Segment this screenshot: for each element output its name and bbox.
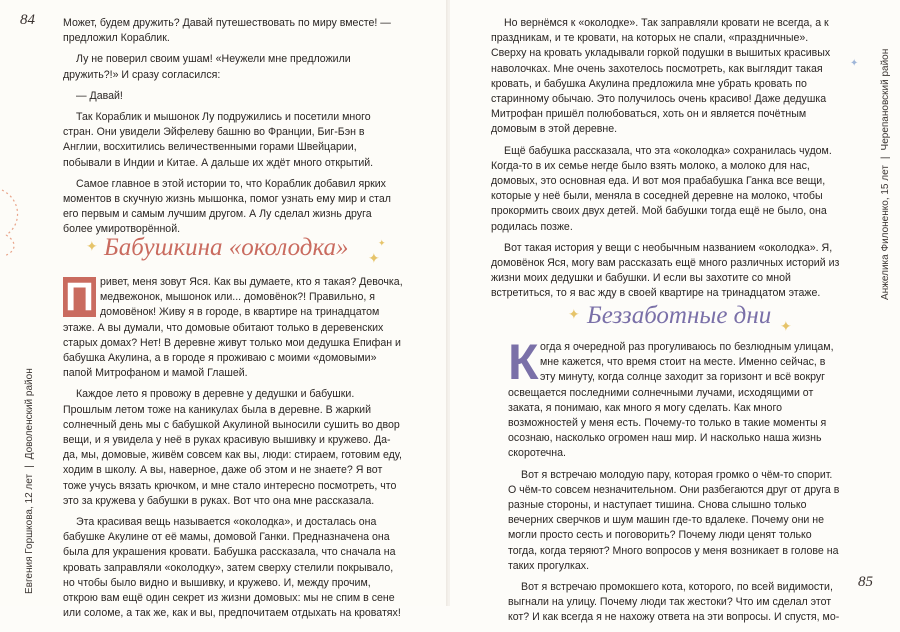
continued-text	[491, 16, 843, 308]
paragraph: П ривет, меня зовут Яся. Как вы думаете, кто я такая? Девочка, медвежонок, мышонок или... домовёнок?! Правильно, я домовёнок! Живу я в городе, в квартире на тринадцатом этаже. А вы думали, что домовые обитают только в деревенских старых домах? Нет! В деревне живут только мои дедушка Епифан и бабушка Акулина, а в городе я проживаю с моими «домовыми» папой Митрофаном и мамой Глашей.	[63, 275, 403, 380]
story-title: Беззаботные дни	[587, 302, 772, 329]
drop-cap: К	[508, 334, 539, 390]
paragraph: Каждое лето я провожу в деревне у дедушки и бабушки. Прошлым летом тоже на каникулах была в деревне. В жаркий солнечный день мы с бабушкой Акулиной выносили сушить во двор вещи, и я увидела у неё в руках красивую вышивку и кружево. Да-да, мы, домовые, живём совсем как вы, люди: стираем, готовим еду, ходим в школу. А вы, наверное, даже об этом и не знаете? Я вот тоже учусь вязать крючком, и мне стало интересно посмотреть, что это за кружева у бабушки в руках. Вот что она мне рассказала.	[63, 388, 402, 507]
right-page	[450, 0, 900, 624]
left-page	[0, 0, 448, 620]
sparkle-icon: ✦	[368, 250, 380, 266]
swirl-ornament	[0, 180, 30, 260]
paragraph: Лу не поверил своим ушам! «Неужели мне предложили дружить?!» И сразу согласился:	[63, 53, 351, 81]
intro-text	[63, 16, 403, 244]
sparkle-icon: ✦	[86, 238, 98, 254]
paragraph: Вот я встречаю молодую пару, которая громко о чём-то спорит. О чём-то совсем незначительном. Они разбегаются друг от друга в разные стороны, и наступает тишина. Снова слышно только вечерних сверчков и шум машин где-то вдалеке. Почему они не могли просто сесть и поговорить? Почему люди ценят только тогда, когда теряют? Много вопросов у меня возникает в голове на таких прогулках.	[508, 468, 840, 572]
sparkle-icon: ✦	[568, 306, 580, 322]
story-text	[508, 334, 843, 632]
paragraph: Самое главное в этой истории то, что Кораблик добавил ярких моментов в скучную жизнь мышонка, помог узнать ему мир и стал его первым и самым лучшим другом. А Лу сделал жизнь друга более умиротворённой.	[63, 177, 391, 236]
drop-cap: П	[63, 277, 96, 317]
paragraph: Может, будем дружить? Давай путешествовать по миру вместе! — предложил Кораблик.	[63, 17, 391, 45]
page-number: 85	[858, 574, 873, 590]
paragraph: Но вернёмся к «околодке». Так заправляли кровати не всегда, а к праздникам, и те кровати, на которых не спали, «праздничные». Сверху на кровать укладывали горкой подушки в вышитых красивых наволочках. Мне очень захотелось посмотреть, как выглядит такая кровать, и бабушка Акулина предложила мне убрать кровать по старинному обычаю. Это получилось очень красиво! Даже дедушка Митрофан пришёл полюбоваться, хоть он и является почётным домовым в этой деревне.	[491, 17, 831, 136]
paragraph: — Давай!	[76, 89, 123, 102]
author-credit: Анжелика Филоненко, 15 лет|Черепановский район	[880, 48, 891, 300]
paragraph: Вот такая история у вещи с необычным названием «околодка». Я, домовёнок Яся, могу вам рассказать ещё много различных историй из жизни моих дедушки и бабушки. И если вы захотите со мной встретиться, то я вас жду в своей квартире на тринадцатом этаже.	[491, 241, 840, 300]
paragraph: Эта красивая вещь называется «околодка», и досталась она бабушке Акулине от её мамы, домовой Ганки. Предназначена она была для украшения кровати. Бабушка рассказала, что сначала на кровать заправляли «околодку», затем сверху стелили покрывало, но чтобы было видно и вышивку, и кружево. И, между прочим, открою вам ещё один секрет из жизни домовых: мы не спим в сене или соломе, а так же, как и вы, предпочитаем отдыхать на кроватях!	[63, 516, 401, 620]
paragraph: Вот я встречаю промокшего кота, которого, по всей видимости, выгнали на улицу. Почему люди так жестоки? Что им сделал этот кот? И как всегда я не нахожу ответа на эти вопросы. И спустя, мо-	[508, 581, 840, 624]
paragraph: Ещё бабушка рассказала, что эта «околодка» сохранилась чудом. Когда-то в их семье негде было взять молоко, а молоко для нас, домовых, это основная еда. И вот моя прабабушка Ганка все вещи, которые у неё были, меняла в соседней деревне на молоко, чтобы прокормить своих двух детей. Мой бабушки тогда ещё не было, она родилась позже.	[491, 144, 832, 233]
sparkle-icon: ✦	[850, 58, 859, 69]
story-title: Бабушкина «околодка»	[104, 234, 349, 261]
story-text	[63, 275, 403, 627]
author-credit: Евгения Горшкова, 12 лет|Доволенский район	[24, 368, 35, 594]
paragraph: Так Кораблик и мышонок Лу подружились и посетили много стран. Они увидели Эйфелеву башню во Франции, Биг-Бэн в Англии, восхитились величественными горами Швейцарии, побывали в Индии и Китае. А дальше их ждёт много открытий.	[63, 111, 374, 169]
sparkle-icon: ✦	[780, 318, 792, 334]
paragraph: Когда я очередной раз прогуливаюсь по безлюдным улицам, мне кажется, что время стоит на месте. Именно сейчас, в эту минуту, когда солнце заходит за горизонт и всё вокруг освещается последними солнечными лучами, исходящими от заката, я понимаю, как много я могу сделать. Как много возможностей у меня есть. Почему-то только в такие моменты я осознаю, насколько огромен наш мир. И насколько наша жизнь скоротечна.	[508, 334, 834, 460]
page-number: 84	[20, 12, 35, 28]
sparkle-icon: ✦	[378, 238, 386, 248]
